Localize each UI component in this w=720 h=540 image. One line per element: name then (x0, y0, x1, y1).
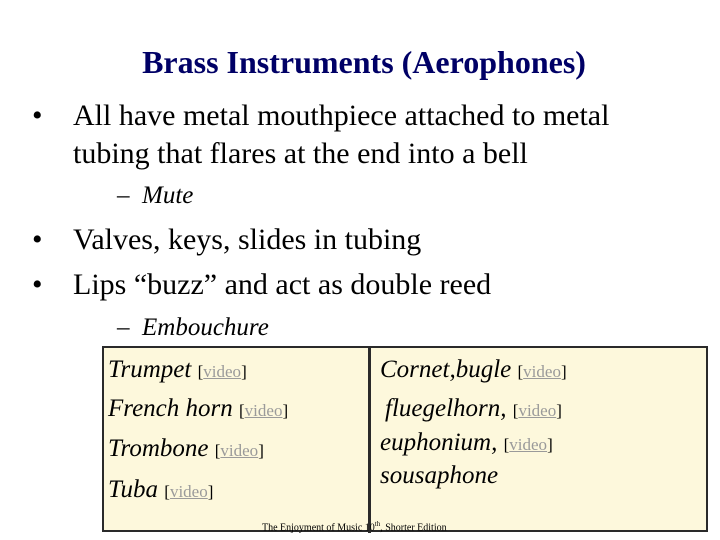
video-link-fluegelhorn[interactable]: video (518, 401, 557, 420)
instrument-item-euphonium (380, 428, 553, 460)
video-link-tuba[interactable]: video (169, 482, 208, 501)
instrument-item-french-horn (108, 394, 288, 426)
footer-credit (262, 520, 447, 533)
video-link-french-horn[interactable]: video (244, 401, 283, 420)
subbullet-dash: – (117, 182, 130, 209)
video-link-cornet-bugle[interactable]: video (523, 362, 561, 381)
bullet-text-line: Lips “buzz” and act as double reed (73, 268, 492, 301)
footer-superscript: th (374, 520, 381, 528)
instrument-item-trombone (108, 434, 264, 466)
video-link-wrapper: [video] (512, 401, 562, 420)
instrument-item-fluegelhorn (385, 394, 562, 426)
instrument-name: Trumpet (108, 356, 192, 383)
video-link-trumpet[interactable]: video (203, 362, 242, 381)
subbullet-text: Mute (142, 182, 194, 209)
bullet-marker: • (32, 268, 43, 301)
bullet-marker: • (32, 99, 43, 132)
instrument-name: euphonium, (380, 429, 498, 456)
instrument-name: sousaphone (380, 462, 499, 489)
bullet-text-line: tubing that flares at the end into a bell (73, 137, 528, 170)
subbullet-text: Embouchure (142, 314, 269, 341)
bullet-text-line: Valves, keys, slides in tubing (73, 223, 422, 256)
subbullet-mute (117, 181, 193, 211)
subbullet-dash: – (117, 314, 130, 341)
bullet-text-line: All have metal mouthpiece attached to metal (73, 99, 610, 132)
footer-text: The Enjoyment of Music 10 (262, 522, 375, 534)
video-link-wrapper: [video] (239, 401, 289, 420)
instrument-name: Cornet,bugle (380, 356, 512, 383)
instrument-name: French horn (108, 395, 233, 422)
video-link-wrapper: [video] (517, 362, 567, 381)
video-link-wrapper: [video] (214, 441, 264, 460)
footer-text-end: , Shorter Edition (380, 522, 447, 534)
subbullet-embouchure (117, 313, 269, 343)
slide-title: Brass Instruments (Aerophones) (142, 44, 586, 80)
video-link-euphonium[interactable]: video (509, 435, 548, 454)
instrument-item-tuba (108, 475, 213, 507)
instrument-name: fluegelhorn, (385, 395, 507, 422)
instrument-name: Tuba (108, 476, 159, 503)
instrument-item-trumpet (108, 355, 247, 387)
video-link-wrapper: [video] (503, 435, 553, 454)
video-link-trombone[interactable]: video (220, 441, 259, 460)
column-divider (368, 347, 371, 533)
instrument-item-cornet-bugle (380, 355, 567, 387)
video-link-wrapper: [video] (197, 362, 247, 381)
video-link-wrapper: [video] (164, 482, 214, 501)
bullet-marker: • (32, 223, 43, 256)
instrument-name: Trombone (108, 435, 209, 462)
instrument-item-sousaphone (380, 461, 498, 491)
